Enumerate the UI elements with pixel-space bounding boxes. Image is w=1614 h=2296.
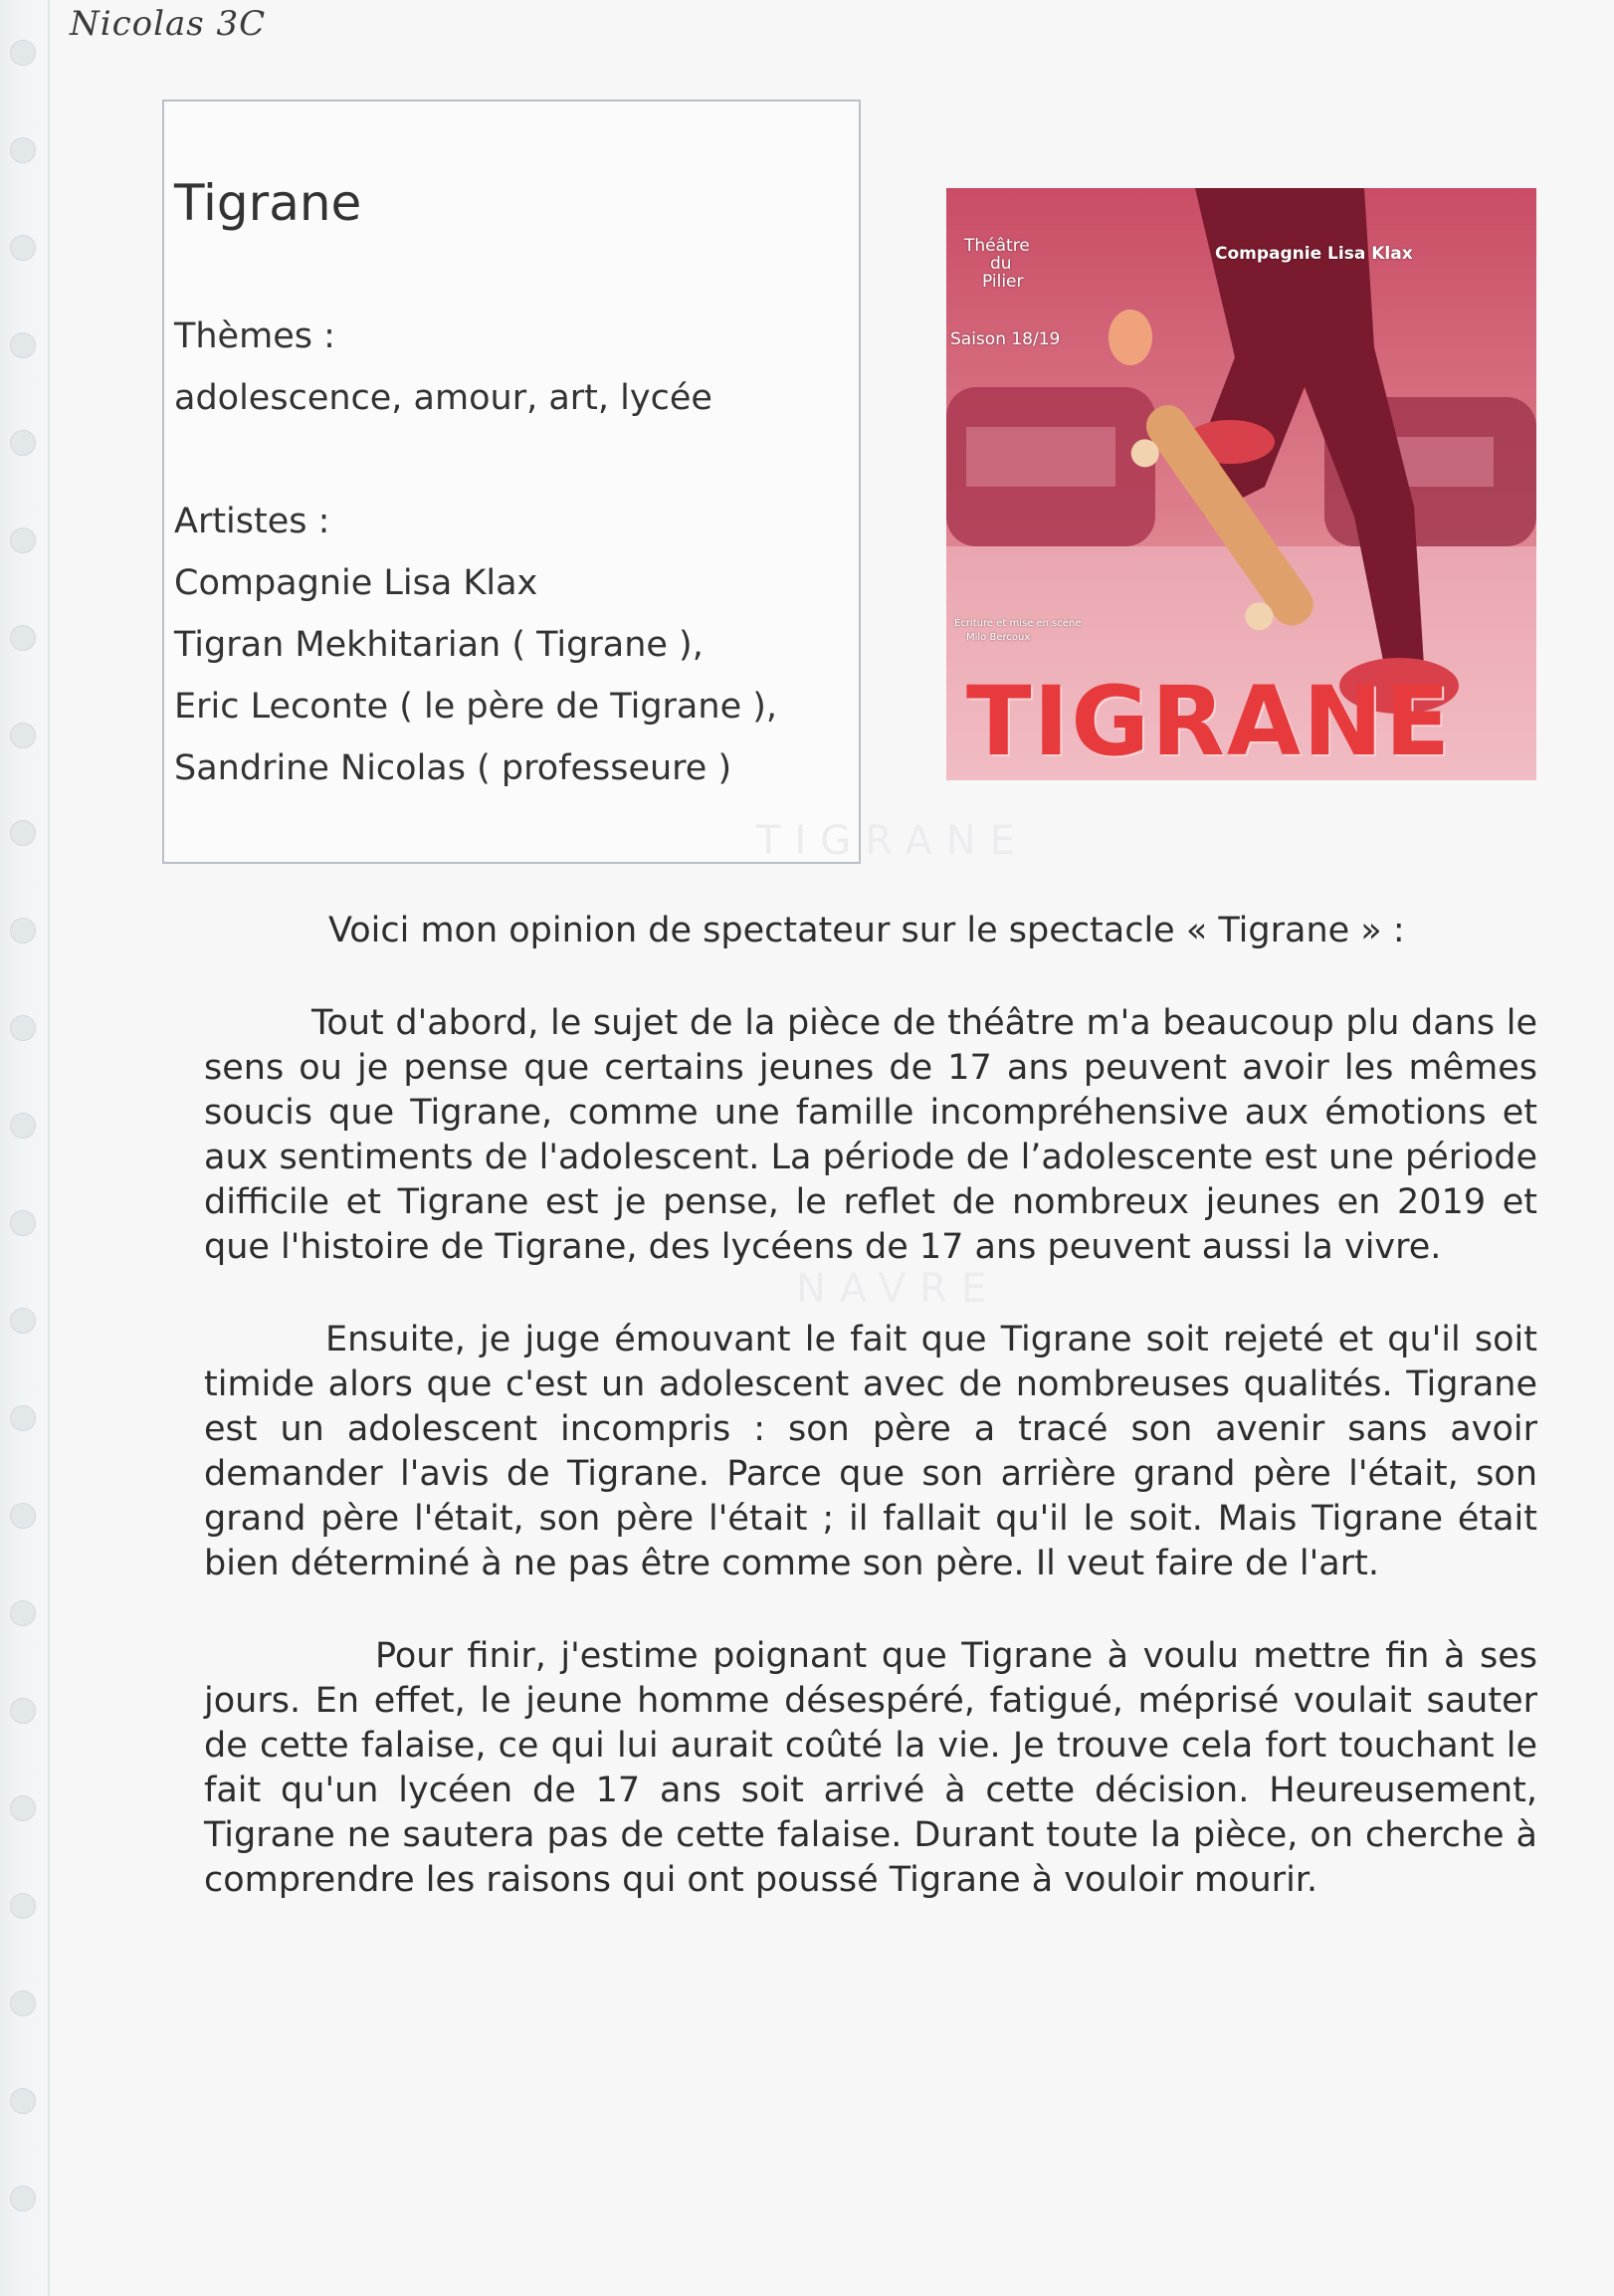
show-through-text: TIGRANE xyxy=(756,818,1029,864)
punch-hole xyxy=(10,1405,36,1431)
punch-hole xyxy=(10,1600,36,1626)
sleeve-binding-edge xyxy=(0,0,50,2296)
punch-hole xyxy=(10,625,36,651)
punch-hole xyxy=(10,918,36,943)
punch-hole xyxy=(10,430,36,456)
themes-value: adolescence, amour, art, lycée xyxy=(174,378,712,418)
artist-item: Eric Leconte ( le père de Tigrane ), xyxy=(174,687,778,727)
poster-title: TIGRANE xyxy=(966,666,1453,777)
punch-hole xyxy=(10,1015,36,1041)
show-through-text: NAVRE xyxy=(796,1266,1001,1312)
intro-sentence: Voici mon opinion de spectateur sur le spectacle « Tigrane » : xyxy=(328,911,1405,950)
punch-hole xyxy=(10,137,36,163)
punch-hole xyxy=(10,1893,36,1919)
paragraph-1: Tout d'abord, le sujet de la pièce de théâtre m'a beaucoup plu dans le sens ou je pense que certains jeunes de 17 ans peuvent avoir les mêmes soucis que Tigrane, comme une famille incompréhensive aux émotions et aux sentiments de l'adolescent. La période de l’adolescente est une période difficile et Tigrane est je pense, le reflet de nombreux jeunes en 2019 et que l'histoire de Tigrane, des lycéens de 17 ans peuvent aussi la vivre. xyxy=(204,1003,1538,1267)
artist-item: Compagnie Lisa Klax xyxy=(174,563,538,603)
artist-item: Tigran Mekhitarian ( Tigrane ), xyxy=(174,625,704,665)
punch-hole xyxy=(10,527,36,553)
punch-hole xyxy=(10,1990,36,2016)
poster-credit-line1: Écriture et mise en scène xyxy=(954,618,1082,629)
info-title: Tigrane xyxy=(174,174,362,232)
paragraph-3: Pour finir, j'estime poignant que Tigrane à voulu mettre fin à ses jours. En effet, le jeune homme désespéré, fatigué, méprisé voulait sauter de cette falaise, ce qui lui aurait coûté la vie. Je trouve cela fort touchant le fait qu'un lycéen de 17 ans soit arrivé à cette décision. Heureusement, Tigrane ne sautera pas de cette falaise. Durant toute la pièce, on cherche à comprendre les raisons qui ont poussé Tigrane à vouloir mourir. xyxy=(204,1636,1537,1900)
punch-hole xyxy=(10,332,36,358)
paragraph-2: Ensuite, je juge émouvant le fait que Tigrane soit rejeté et qu'il soit timide alors que c'est un adolescent avec de nombreuses qualités. Tigrane est un adolescent incompris : son père a tracé son avenir sans avoir demander l'avis de Tigrane. Parce que son arrière grand père l'était, son grand père l'était, son père l'était ; il fallait qu'il le soit. Mais Tigrane était bien déterminé à ne pas être comme son père. Il veut faire de l'art. xyxy=(204,1320,1537,1583)
poster-venue-line1: Théâtre xyxy=(964,236,1030,256)
artist-item: Sandrine Nicolas ( professeure ) xyxy=(174,748,732,788)
punch-hole xyxy=(10,1698,36,1724)
poster-season: Saison 18/19 xyxy=(950,329,1061,349)
punch-hole xyxy=(10,820,36,846)
poster-company: Compagnie Lisa Klax xyxy=(1215,244,1413,264)
handwritten-name: Nicolas 3C xyxy=(70,4,267,44)
poster-venue-line3: Pilier xyxy=(982,272,1024,292)
punch-hole xyxy=(10,2088,36,2114)
punch-hole xyxy=(10,1308,36,1334)
artists-label: Artistes : xyxy=(174,502,330,541)
punch-hole xyxy=(10,1113,36,1139)
punch-hole xyxy=(10,723,36,748)
punch-hole xyxy=(10,235,36,261)
show-poster-image xyxy=(946,188,1536,780)
poster-credit-line2: Milo Bercoux xyxy=(966,632,1031,643)
punch-hole xyxy=(10,40,36,66)
punch-hole xyxy=(10,2186,36,2211)
themes-label: Thèmes : xyxy=(174,316,335,356)
punch-hole xyxy=(10,1210,36,1236)
poster-venue-line2: du xyxy=(990,254,1012,274)
punch-hole xyxy=(10,1795,36,1821)
punch-hole xyxy=(10,1503,36,1529)
